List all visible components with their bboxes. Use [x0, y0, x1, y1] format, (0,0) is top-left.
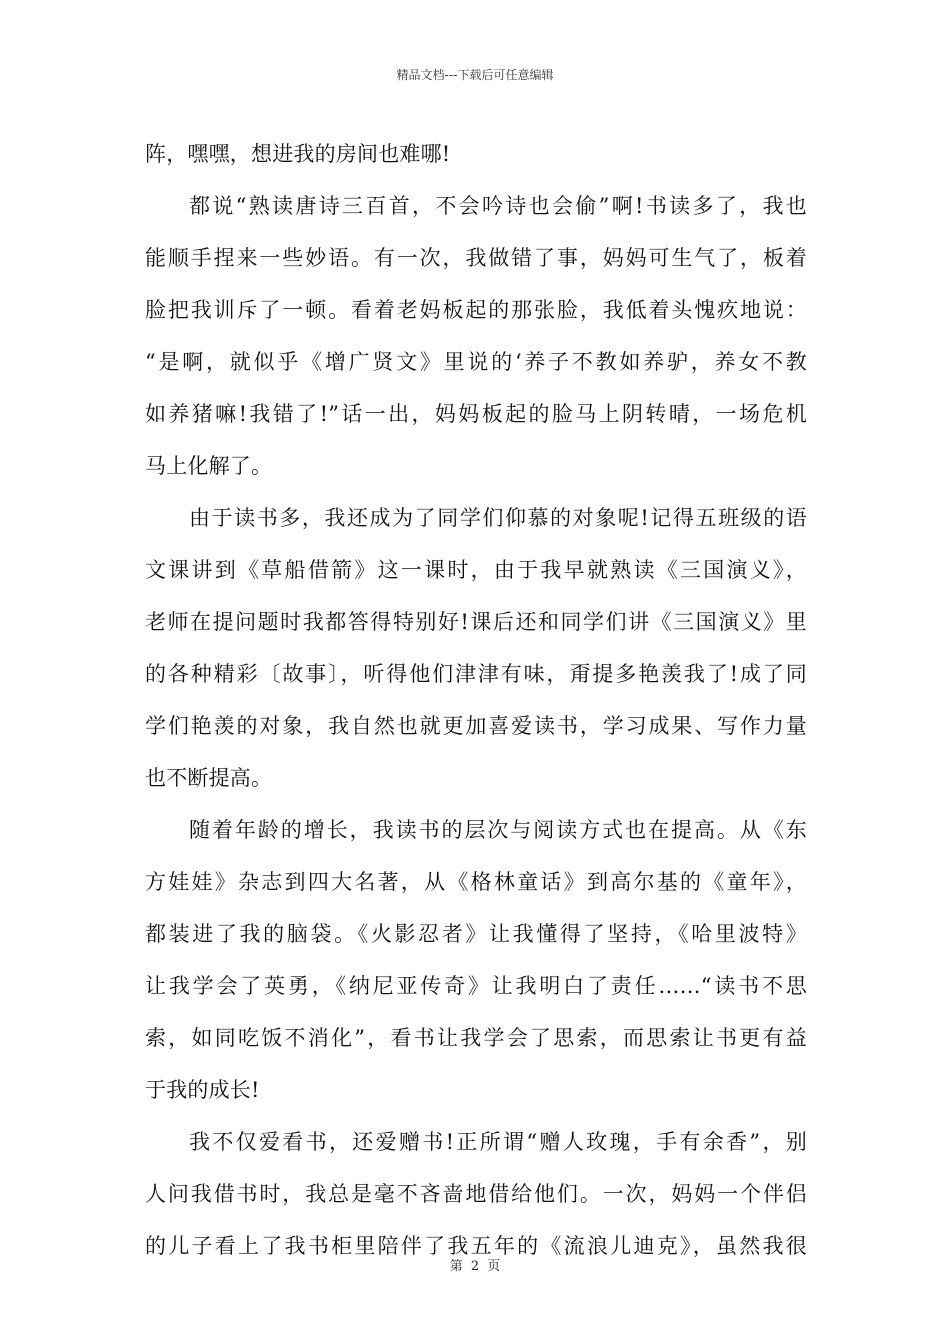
text-line: 能顺手捏来一些妙语。有一次，我做错了事，妈妈可生气了，板着: [145, 246, 807, 270]
text-line: 索，如同吃饭不消化”，看书让我学会了思索，而思索让书更有益: [145, 1026, 807, 1050]
text-line: 也不断提高。: [145, 766, 273, 790]
text-line: 脸把我训斥了一顿。看着老妈板起的那张脸，我低着头愧疚地说：: [145, 298, 807, 322]
text-line: 都说“熟读唐诗三百首，不会吟诗也会偷”啊!书读多了，我也: [189, 194, 807, 218]
text-line: 都装进了我的脑袋。《火影忍者》让我懂得了坚持，《哈里波特》: [145, 922, 807, 946]
text-line: 人问我借书时，我总是毫不吝啬地借给他们。一次，妈妈一个伴侣: [145, 1182, 807, 1206]
text-line: 阵，嘿嘿，想进我的房间也难哪!: [145, 142, 451, 166]
page-label-prefix: 第: [449, 1259, 463, 1274]
text-line: 我不仅爱看书，还爱赠书!正所谓“赠人玫瑰，手有余香”，别: [189, 1130, 807, 1154]
text-line: 文课讲到《草船借箭》这一课时，由于我早就熟读《三国演义》，: [145, 558, 807, 582]
text-line: 于我的成长!: [145, 1078, 260, 1102]
text-line: 学们艳羡的对象，我自然也就更加喜爱读书，学习成果、写作力量: [145, 714, 807, 738]
text-line: 的各种精彩〔故事〕，听得他们津津有味，甭提多艳羡我了!成了同: [145, 662, 807, 686]
text-line: 让我学会了英勇，《纳尼亚传奇》让我明白了责任……“读书不思: [145, 974, 807, 998]
body-text: [145, 128, 807, 1272]
text-line: 老师在提问题时我都答得特别好!课后还和同学们讲《三国演义》里: [145, 610, 807, 634]
page-footer: [0, 1255, 950, 1274]
page-label-suffix: 页: [487, 1259, 501, 1274]
text-line: 方娃娃》杂志到四大名著，从《格林童话》到高尔基的《童年》，: [145, 870, 807, 894]
text-line: 如养猪嘛!我错了!”话一出，妈妈板起的脸马上阴转晴，一场危机: [145, 402, 807, 426]
page-number: 2: [470, 1259, 480, 1274]
text-line: 随着年龄的增长，我读书的层次与阅读方式也在提高。从《东: [189, 818, 807, 842]
page-header: 精品文档---下载后可任意编辑: [396, 68, 554, 82]
text-line: “是啊，就似乎《增广贤文》里说的‘养子不教如养驴，养女不教: [145, 350, 807, 374]
text-line: 由于读书多，我还成为了同学们仰慕的对象呢!记得五班级的语: [189, 506, 807, 530]
text-line: 马上化解了。: [145, 454, 273, 478]
text-line: 的儿子看上了我书柜里陪伴了我五年的《流浪儿迪克》，虽然我很: [145, 1234, 807, 1258]
